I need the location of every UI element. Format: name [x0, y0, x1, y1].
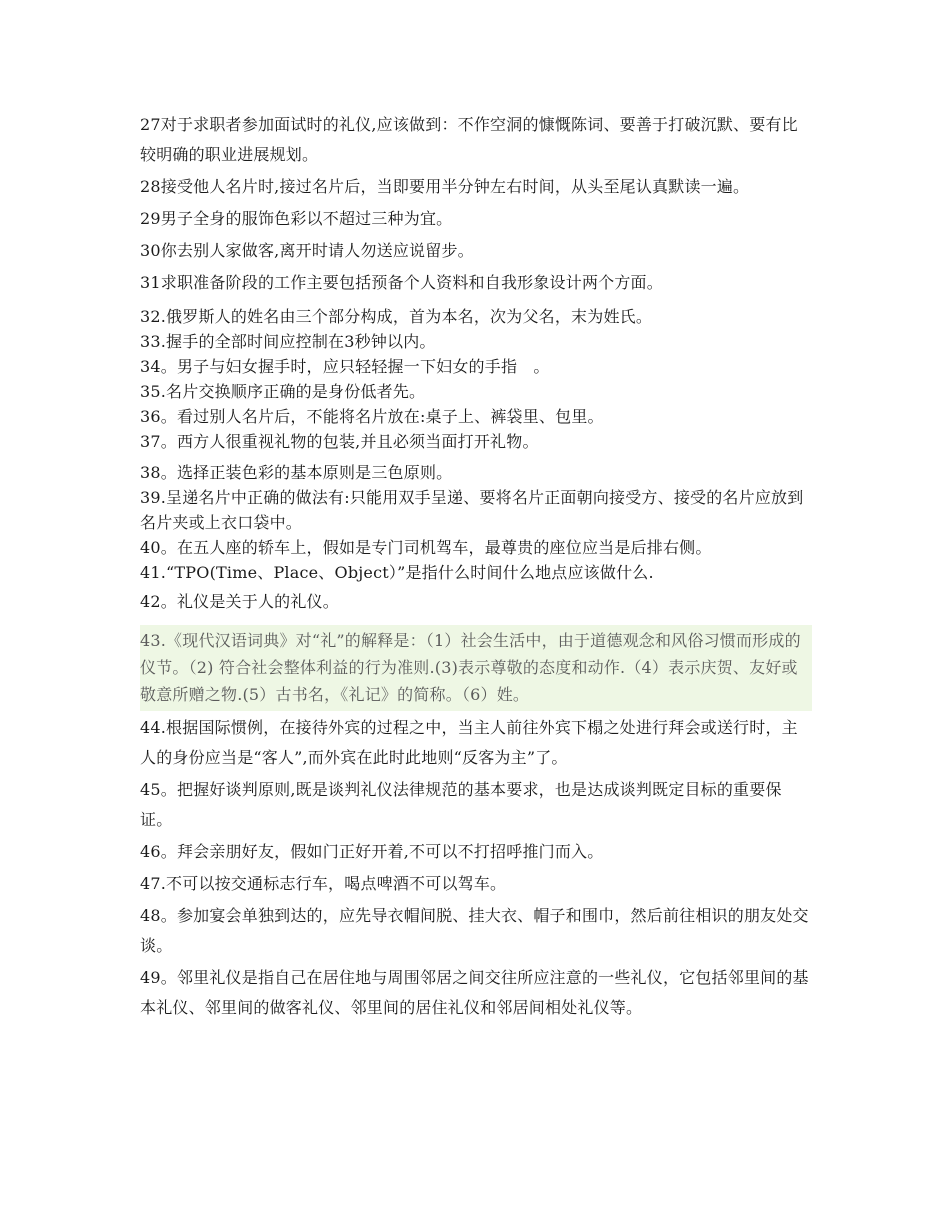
paragraph-28: 28接受他人名片时,接过名片后，当即要用半分钟左右时间，从头至尾认真默读一遍。	[140, 177, 750, 196]
paragraph-33: 33.握手的全部时间应控制在3秒钟以内。	[140, 332, 436, 351]
paragraph-31: 31求职准备阶段的工作主要包括预备个人资料和自我形象设计两个方面。	[140, 273, 663, 292]
paragraph-36: 36。看过别人名片后，不能将名片放在:桌子上、裤袋里、包里。	[140, 407, 604, 426]
paragraph-37: 37。西方人很重视礼物的包装,并且必须当面打开礼物。	[140, 432, 539, 451]
paragraph-46: 46。拜会亲朋好友，假如门正好开着,不可以不打招呼推门而入。	[140, 842, 604, 861]
paragraph-39: 39.呈递名片中正确的做法有:只能用双手呈递、要将名片正面朝向接受方、接受的名片应放到名片夹或上衣口袋中。	[140, 488, 804, 532]
paragraph-47: 47.不可以按交通标志行车，喝点啤酒不可以驾车。	[140, 874, 507, 893]
paragraph-40: 40。在五人座的轿车上，假如是专门司机驾车，最尊贵的座位应当是后排右侧。	[140, 538, 712, 557]
paragraph-42: 42。礼仪是关于人的礼仪。	[140, 592, 339, 611]
paragraph-48: 48。参加宴会单独到达的，应先导衣帽间脱、挂大衣、帽子和围巾，然后前往相识的朋友处交谈。	[140, 906, 809, 955]
paragraph-29: 29男子全身的服饰色彩以不超过三种为宜。	[140, 209, 453, 228]
paragraph-30: 30你去别人家做客,离开时请人勿送应说留步。	[140, 241, 474, 260]
paragraph-43-highlighted: 43.《现代汉语词典》对“礼”的解释是：（1）社会生活中，由于道德观念和风俗习惯而形成的仪节。（2) 符合社会整体利益的行为准则.(3)表示尊敬的态度和动作.（4）表示庆贺、友好或敬意所赠之物.(5）古书名，《礼记》的简称。（6）姓。	[140, 625, 812, 711]
paragraph-32: 32.俄罗斯人的姓名由三个部分构成，首为本名，次为父名，末为姓氏。	[140, 307, 653, 326]
paragraph-38: 38。选择正装色彩的基本原则是三色原则。	[140, 463, 453, 482]
paragraph-35: 35.名片交换顺序正确的是身份低者先。	[140, 382, 426, 401]
paragraph-44: 44.根据国际惯例，在接待外宾的过程之中，当主人前往外宾下榻之处进行拜会或送行时，主人的身份应当是“客人”,而外宾在此时此地则“反客为主”了。	[140, 718, 798, 767]
paragraph-49: 49。邻里礼仪是指自己在居住地与周围邻居之间交往所应注意的一些礼仪，它包括邻里间的基本礼仪、邻里间的做客礼仪、邻里间的居住礼仪和邻居间相处礼仪等。	[140, 968, 809, 1017]
paragraph-45: 45。把握好谈判原则,既是谈判礼仪法律规范的基本要求，也是达成谈判既定目标的重要保证。	[140, 780, 782, 829]
paragraph-41: 41.“TPO(Time、Place、Object）”是指什么时间什么地点应该做什么.	[140, 563, 654, 582]
paragraph-27: 27对于求职者参加面试时的礼仪,应该做到：不作空洞的慷慨陈词、要善于打破沉默、要有比较明确的职业进展规划。	[140, 115, 798, 164]
document-page	[140, 110, 812, 1023]
paragraph-34: 34。男子与妇女握手时，应只轻轻握一下妇女的手指 。	[140, 357, 550, 376]
